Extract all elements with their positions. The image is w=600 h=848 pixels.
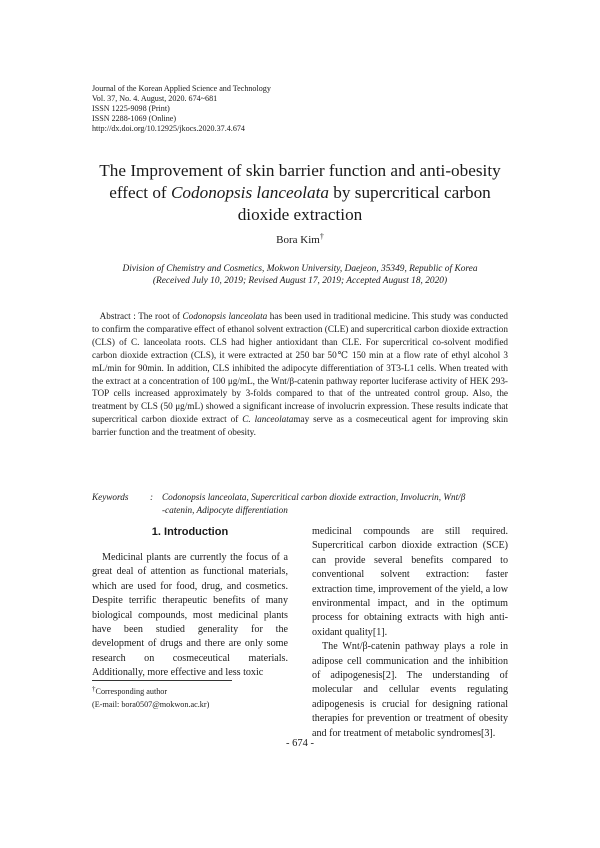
- affiliation-line: Division of Chemistry and Cosmetics, Mokwon University, Daejeon, 35349, Republic of Korea: [122, 264, 478, 274]
- abstract-label: Abstract: [99, 311, 131, 321]
- body-paragraph: Medicinal plants are currently the focus of a great deal of attention as functional materials, which are used for food, drug, and cosmetics. Despite terrific therapeutic benefits of many biological compounds, most medicinal plants have been studied generality for the development of drugs and there are only some research on cosmeceutical materials. Additionally, more effective and less toxic: [92, 552, 288, 679]
- keywords-separator: :: [150, 492, 154, 502]
- keywords-label: Keywords: [92, 492, 129, 502]
- abstract-text: has been used in traditional medicine. This study was conducted to confirm the comparative effect of ethanol solvent extraction (CLE) and supercritical carbon dioxide extraction (CLS) of C. lanceolata roots. CLS had higher antioxidant than CLE. For supercritical co-solvent modified carbon dioxide extraction (CLS), it were extracted at 250 bar 50℃ 150 min at a flow rate of ethyl alcohol 3 mL/min for 90min. In addition, CLS inhibited the adipocyte differentiation of 3T3-L1 cells. When treated with the extract at a concentration of 100 μg/mL, the Wnt/β-catenin pathway reporter luciferase activity of HEK 293-TOP cells increased approximately by 3-folds compared to that of the untreated control group. Also, the treatment by CLS (50 μg/mL) showed a significant increase of involucrin expression. These results indicate that supercritical carbon dioxide extract of: [92, 311, 508, 425]
- title-line-2: [70, 182, 530, 204]
- doi-link[interactable]: http://dx.doi.org/10.12925/jkocs.2020.37.4.674: [92, 124, 245, 134]
- keywords-list: -catenin, Adipocyte differentiation: [162, 504, 288, 515]
- affiliation: [60, 263, 540, 287]
- footnote-mark: †: [92, 685, 96, 693]
- page-number: - 674 -: [286, 738, 314, 749]
- abstract-text: The root of: [138, 311, 183, 321]
- journal-name: Journal of the Korean Applied Science and Technology: [92, 84, 271, 93]
- footnote-line-1: [92, 686, 292, 699]
- right-column: [312, 525, 508, 741]
- abstract: [92, 310, 508, 439]
- left-column: [92, 525, 288, 681]
- abstract-species: Codonopsis lanceolata: [182, 311, 268, 321]
- issn-print: ISSN 1225-9098 (Print): [92, 104, 170, 114]
- section-heading-introduction: 1. Introduction: [151, 526, 229, 538]
- title-text: by supercritical carbon: [328, 183, 491, 202]
- title-line-3: dioxide extraction: [237, 205, 363, 224]
- corresponding-mark: †: [319, 232, 324, 241]
- footnote: [92, 686, 292, 711]
- paper-title: [70, 160, 530, 226]
- title-text: effect of: [109, 183, 171, 202]
- author-name: Bora Kim: [276, 234, 320, 246]
- footnote-email: (E-mail: bora0507@mokwon.ac.kr): [92, 699, 210, 709]
- body-paragraph: medicinal compounds are still required. Supercritical carbon dioxide extraction (SCE) can provide several benefits compared to conventional solvent extraction: faster extraction time, improvement of the yield, a low environmental impact, and in the optimum process for obtaining extracts with high anti-oxidant quality[1].: [312, 526, 508, 638]
- journal-header: [92, 84, 392, 134]
- title-species: Codonopsis lanceolata: [170, 183, 329, 202]
- body-paragraph: The Wnt/β-catenin pathway plays a role in adipose cell communication and the inhibition of adipogenesis[2]. The understanding of molecular and cellular events regulating adipogenesis is crucial for designing rational therapies for prevention or treatment of obesity and for treatment of metabolic syndromes[3].: [312, 641, 508, 739]
- received-dates: (Received July 10, 2019; Revised August 17, 2019; Accepted August 18, 2020): [152, 276, 448, 286]
- abstract-species: C. lanceolata: [242, 414, 294, 425]
- footnote-divider: [92, 680, 232, 681]
- keywords: [92, 491, 512, 516]
- footnote-text: Corresponding author: [95, 687, 168, 696]
- keywords-list: Codonopsis lanceolata, Supercritical carbon dioxide extraction, Involucrin, Wnt/β: [162, 492, 466, 502]
- abstract-separator: :: [130, 311, 139, 321]
- issn-online: ISSN 2288-1069 (Online): [92, 114, 177, 124]
- journal-volume: Vol. 37, No. 4. August, 2020. 674~681: [92, 94, 218, 104]
- author-line: [200, 233, 400, 247]
- title-line-1: The Improvement of skin barrier function and anti-obesity: [99, 161, 501, 180]
- abstract-text: may serve as a cosmeceutical agent for improving skin barrier function and the treatment of obesity.: [92, 414, 508, 438]
